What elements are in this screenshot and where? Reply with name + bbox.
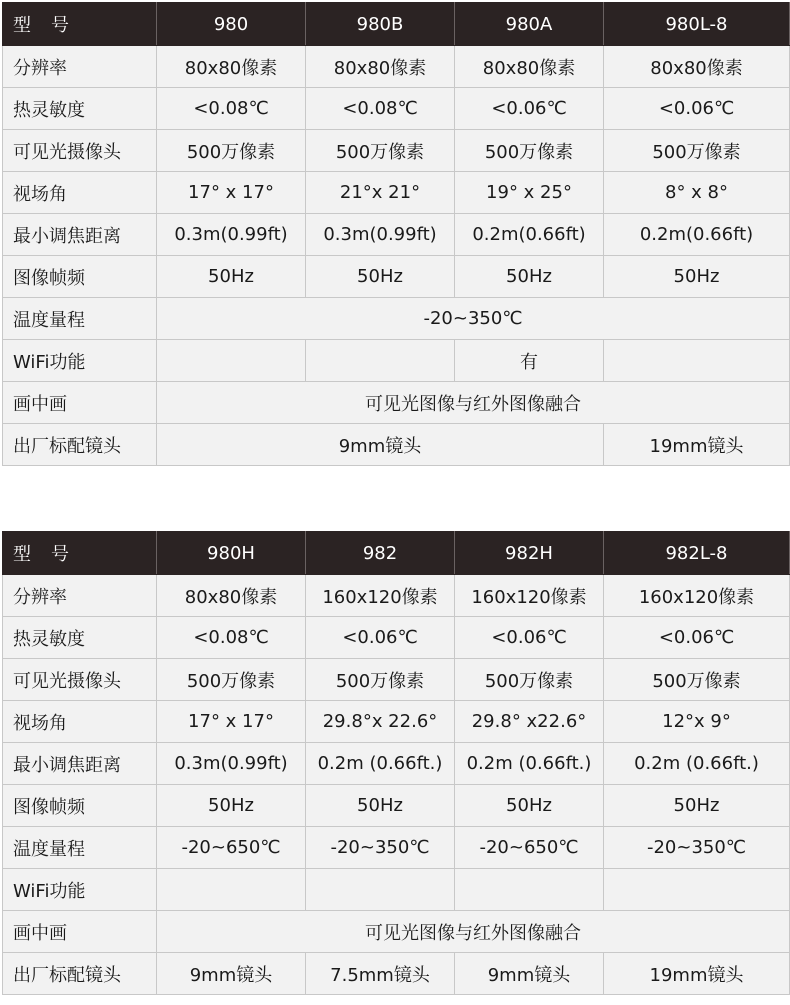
header-model-980b: 980B — [306, 3, 455, 46]
cell: 0.2m(0.66ft) — [455, 214, 604, 256]
cell: 50Hz — [157, 785, 306, 827]
row-label: 图像帧频 — [3, 785, 157, 827]
cell: 50Hz — [604, 256, 790, 298]
cell: -20~650℃ — [157, 827, 306, 869]
row-label: 可见光摄像头 — [3, 659, 157, 701]
row-label: 画中画 — [3, 382, 157, 424]
row-framerate — [3, 785, 790, 827]
row-label: 温度量程 — [3, 298, 157, 340]
cell: 500万像素 — [157, 659, 306, 701]
header-model-982l-8: 982L-8 — [604, 532, 790, 575]
row-wifi — [3, 869, 790, 911]
header-model-982h: 982H — [455, 532, 604, 575]
row-camera — [3, 130, 790, 172]
cell: 160x120像素 — [306, 575, 455, 617]
cell: 9mm镜头 — [157, 953, 306, 995]
row-temp-range — [3, 827, 790, 869]
row-fov — [3, 701, 790, 743]
cell: 19mm镜头 — [604, 953, 790, 995]
row-resolution — [3, 46, 790, 88]
row-temp-range — [3, 298, 790, 340]
cell: 80x80像素 — [455, 46, 604, 88]
cell: 80x80像素 — [306, 46, 455, 88]
cell: 0.3m(0.99ft) — [157, 743, 306, 785]
row-label: 分辨率 — [3, 46, 157, 88]
row-label: 出厂标配镜头 — [3, 953, 157, 995]
cell: 500万像素 — [157, 130, 306, 172]
cell: <0.06℃ — [455, 617, 604, 659]
cell: 160x120像素 — [455, 575, 604, 617]
row-label: 出厂标配镜头 — [3, 424, 157, 466]
cell: -20~650℃ — [455, 827, 604, 869]
row-label: 分辨率 — [3, 575, 157, 617]
cell — [604, 869, 790, 911]
cell: 12°x 9° — [604, 701, 790, 743]
cell: <0.06℃ — [604, 617, 790, 659]
cell: <0.08℃ — [306, 88, 455, 130]
cell — [604, 340, 790, 382]
header-model-980: 980 — [157, 3, 306, 46]
cell: 9mm镜头 — [455, 953, 604, 995]
cell: 0.2m (0.66ft.) — [604, 743, 790, 785]
row-wifi — [3, 340, 790, 382]
row-label: 视场角 — [3, 701, 157, 743]
cell: <0.06℃ — [306, 617, 455, 659]
cell: 0.3m(0.99ft) — [306, 214, 455, 256]
row-label: 画中画 — [3, 911, 157, 953]
row-resolution — [3, 575, 790, 617]
cell: 50Hz — [157, 256, 306, 298]
spec-table-1 — [2, 2, 790, 466]
cell: -20~350℃ — [604, 827, 790, 869]
cell: 0.2m (0.66ft.) — [455, 743, 604, 785]
cell: 80x80像素 — [604, 46, 790, 88]
row-focus — [3, 743, 790, 785]
cell: <0.06℃ — [604, 88, 790, 130]
row-pip — [3, 911, 790, 953]
header-model-982: 982 — [306, 532, 455, 575]
cell: 17° x 17° — [157, 701, 306, 743]
cell — [455, 869, 604, 911]
row-label: 最小调焦距离 — [3, 743, 157, 785]
header-model-980h: 980H — [157, 532, 306, 575]
cell — [157, 869, 306, 911]
cell: -20~350℃ — [306, 827, 455, 869]
cell: 0.2m (0.66ft.) — [306, 743, 455, 785]
row-label: 可见光摄像头 — [3, 130, 157, 172]
cell: 0.3m(0.99ft) — [157, 214, 306, 256]
cell: 29.8° x22.6° — [455, 701, 604, 743]
cell: 21°x 21° — [306, 172, 455, 214]
row-label: 温度量程 — [3, 827, 157, 869]
row-pip — [3, 382, 790, 424]
cell: 80x80像素 — [157, 575, 306, 617]
table-header-row — [3, 3, 790, 46]
cell: 50Hz — [455, 256, 604, 298]
cell-merged: -20~350℃ — [157, 298, 790, 340]
cell — [306, 340, 455, 382]
cell: <0.06℃ — [455, 88, 604, 130]
row-label: 热灵敏度 — [3, 617, 157, 659]
cell — [157, 340, 306, 382]
header-model-980l-8: 980L-8 — [604, 3, 790, 46]
cell-merged: 9mm镜头 — [157, 424, 604, 466]
cell: 500万像素 — [455, 659, 604, 701]
cell: 29.8°x 22.6° — [306, 701, 455, 743]
cell: 19mm镜头 — [604, 424, 790, 466]
cell: 0.2m(0.66ft) — [604, 214, 790, 256]
row-label: 图像帧频 — [3, 256, 157, 298]
cell: 80x80像素 — [157, 46, 306, 88]
table-header-row — [3, 532, 790, 575]
cell-merged: 可见光图像与红外图像融合 — [157, 382, 790, 424]
cell: 17° x 17° — [157, 172, 306, 214]
header-model-980a: 980A — [455, 3, 604, 46]
cell: 8° x 8° — [604, 172, 790, 214]
row-label: 最小调焦距离 — [3, 214, 157, 256]
cell: <0.08℃ — [157, 617, 306, 659]
row-label: WiFi功能 — [3, 869, 157, 911]
cell: 500万像素 — [604, 659, 790, 701]
cell: 50Hz — [455, 785, 604, 827]
row-label: WiFi功能 — [3, 340, 157, 382]
row-sensitivity — [3, 617, 790, 659]
cell-merged: 可见光图像与红外图像融合 — [157, 911, 790, 953]
cell: 50Hz — [306, 256, 455, 298]
row-lens — [3, 424, 790, 466]
cell: 19° x 25° — [455, 172, 604, 214]
spec-table-2 — [2, 531, 790, 995]
cell: 500万像素 — [306, 659, 455, 701]
row-framerate — [3, 256, 790, 298]
row-label: 热灵敏度 — [3, 88, 157, 130]
cell: 50Hz — [604, 785, 790, 827]
cell: 50Hz — [306, 785, 455, 827]
row-lens — [3, 953, 790, 995]
cell: 有 — [455, 340, 604, 382]
header-model-label: 型 号 — [3, 3, 157, 46]
header-model-label: 型 号 — [3, 532, 157, 575]
cell: 500万像素 — [306, 130, 455, 172]
row-sensitivity — [3, 88, 790, 130]
row-camera — [3, 659, 790, 701]
row-label: 视场角 — [3, 172, 157, 214]
cell: 500万像素 — [604, 130, 790, 172]
cell — [306, 869, 455, 911]
cell: <0.08℃ — [157, 88, 306, 130]
row-fov — [3, 172, 790, 214]
cell: 7.5mm镜头 — [306, 953, 455, 995]
row-focus — [3, 214, 790, 256]
cell: 160x120像素 — [604, 575, 790, 617]
cell: 500万像素 — [455, 130, 604, 172]
